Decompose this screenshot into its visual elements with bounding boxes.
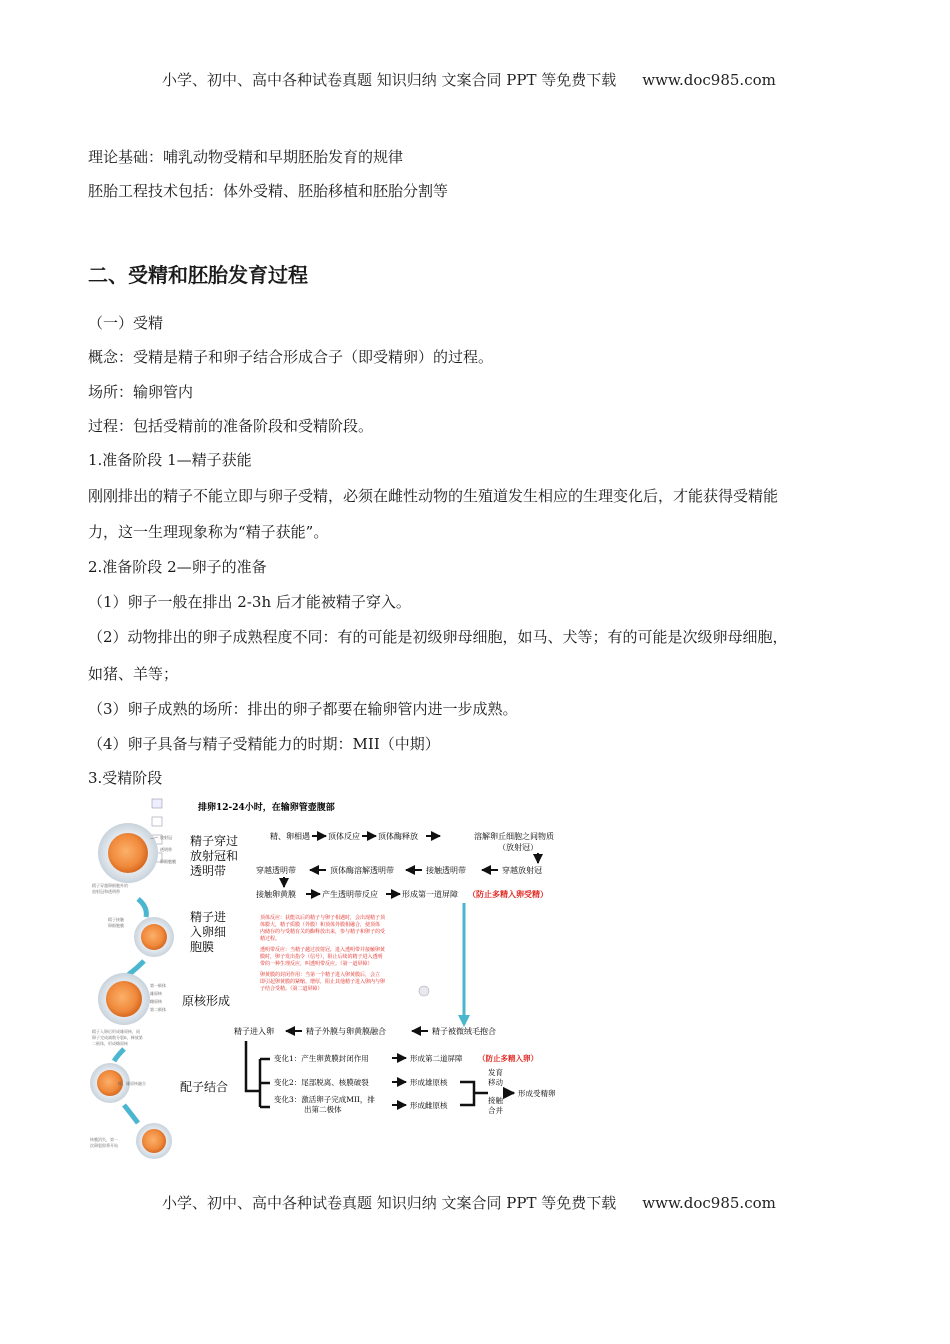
flow-step: 顶体酶释放 (378, 832, 418, 841)
stage-label: 胞膜 (190, 940, 215, 954)
page-footer (162, 1192, 776, 1213)
flow-step: 穿越透明带 (256, 866, 296, 875)
egg-caption: 卵子完成减数分裂Ⅱ，释放第 (92, 1035, 143, 1040)
section-title: 二、受精和胚胎发育过程 (88, 263, 308, 287)
flow-step: 精、卵相遇 (270, 832, 310, 841)
explanation-line: 卵黄膜的封闭作用：当第一个精子进入卵黄膜后，会立 (260, 972, 381, 978)
flow-step: 溶解卵丘细胞之间物质 (474, 832, 554, 841)
change-1: 变化1：产生卵黄膜封闭作用 (274, 1054, 369, 1063)
explanation-line: 体膨大，精子质膜（外膜）和顶体外膜相融合，使顶体 (260, 922, 381, 928)
stage3-title: 3.受精阶段 (88, 769, 163, 787)
header-site[interactable]: www.doc985.com (642, 71, 776, 89)
change-1-result: 形成第二道屏障 (410, 1054, 463, 1063)
flow-note-red: （防止多精入卵受精） (468, 889, 548, 899)
stage-label: 配子结合 (180, 1080, 229, 1094)
flow-row-2 (256, 865, 542, 875)
merge-labels (488, 1067, 556, 1115)
egg-caption: 精子入卵后形成雄原核，同 (92, 1029, 140, 1034)
stage-label: 放射冠和 (190, 849, 239, 863)
item-2-line2: 如猪、羊等； (88, 665, 179, 683)
flow-row-1 (270, 831, 554, 852)
egg-3 (92, 973, 166, 1046)
item-4: （4）卵子具备与精子受精能力的时期：MII（中期） (88, 735, 440, 753)
pen-icon (152, 799, 162, 808)
flow-step: 形成第一道屏障 (402, 890, 458, 899)
explanation-line: 透明带反应：当精子越过放射冠，进入透明带并接触卵黄 (260, 947, 386, 953)
merge-result: 形成受精卵 (518, 1089, 556, 1098)
flow-step: 产生透明带反应 (322, 890, 378, 899)
techniques: 胚胎工程技术包括：体外受精、胚胎移植和胚胎分割等 (88, 182, 449, 200)
egg-caption: 精子接触 (108, 917, 124, 922)
page-header (162, 69, 776, 90)
egg-caption: 雌、雄原核融合 (118, 1081, 146, 1086)
egg-caption: 卵细胞膜 (108, 923, 124, 928)
flow-row-4 (234, 1026, 496, 1036)
footer-site[interactable]: www.doc985.com (642, 1194, 776, 1212)
explanation-line: 内储存的与受精有关的酶释放出来，参与精子和卵子的受 (260, 929, 386, 935)
theory-basis: 理论基础：哺乳动物受精和早期胚胎发育的规律 (88, 148, 404, 166)
teal-arrowhead (458, 1015, 470, 1027)
stage-label: 精子穿过 (190, 834, 239, 848)
change-2: 变化2：尾部脱离、核膜破裂 (274, 1078, 369, 1087)
egg-caption: 核膜消失，第一 (90, 1137, 118, 1142)
flow-step: （放射冠） (498, 843, 538, 852)
footer-text: 小学、初中、高中各种试卷真题 知识归纳 文案合同 PPT 等免费下载 (162, 1194, 617, 1212)
flow-step: 穿越放射冠 (502, 866, 542, 875)
change-bracket (246, 1041, 270, 1107)
flow-step: 接触透明带 (426, 866, 466, 875)
egg-tag: 第一极体 (150, 983, 166, 988)
change-1-note: （防止多精入卵） (478, 1054, 538, 1063)
explanation-box (260, 914, 386, 992)
fertilization-diagram (88, 795, 588, 1165)
egg-tag: 卵细胞膜 (160, 859, 176, 864)
explanation-line: 子结合受精。（第二道屏障） (260, 986, 323, 992)
egg-tag: 透明带 (160, 847, 172, 852)
stage-label: 入卵细 (190, 925, 227, 939)
explanation-line: 顶体反应：获能以后的精子与卵子相遇时，会出现精子顶 (260, 915, 386, 921)
merge-label: 发育 (488, 1068, 503, 1077)
stage-label: 原核形成 (182, 994, 231, 1008)
stage1-para-line2: 力，这一生理现象称为“精子获能”。 (88, 523, 329, 541)
explanation-line: 精过程。 (260, 936, 281, 942)
home-icon (152, 817, 162, 826)
item-1: （1）卵子一般在排出 2-3h 后才能被精子穿入。 (88, 593, 411, 611)
egg-tag: 放射冠 (160, 835, 172, 840)
egg-caption: 精子穿越卵细胞外的 (92, 883, 128, 888)
stage2-title: 2.准备阶段 2—卵子的准备 (88, 558, 267, 576)
flow-arrow (124, 1105, 138, 1123)
egg-tag: 雌原核 (150, 999, 162, 1004)
flow-arrow (114, 1049, 124, 1061)
change-3-cont: 出第二极体 (304, 1105, 342, 1114)
flow-arrow (128, 961, 144, 975)
egg-4 (90, 1063, 146, 1103)
merge-label: 接触 (488, 1096, 503, 1105)
egg-tag: 第二极体 (150, 1007, 166, 1012)
concept-line: 概念：受精是精子和卵子结合形成合子（即受精卵）的过程。 (88, 348, 494, 366)
explanation-line: 带的一种生理反应，叫透明带反应。（第一道屏障） (260, 961, 373, 967)
egg-caption: 放射冠和透明带 (92, 889, 120, 894)
explanation-line: 即引起卵黄膜的紧缩、增厚，阻止其他精子进入卵内与卵 (260, 979, 386, 985)
flow-step: 顶体反应 (328, 832, 360, 841)
egg-caption: 二极体，形成雌原核 (92, 1041, 128, 1046)
egg-caption: 次卵裂即将开始 (90, 1143, 118, 1148)
flow-arrow (138, 899, 146, 917)
stage1-para-line1: 刚刚排出的精子不能立即与卵子受精，必须在雌性动物的生殖道发生相应的生理变化后，才能获得受精能 (88, 487, 779, 505)
stage1-title: 1.准备阶段 1—精子获能 (88, 451, 252, 469)
stage-label: 精子进 (190, 910, 227, 924)
merge-bracket (460, 1082, 514, 1105)
item-3: （3）卵子成熟的场所：排出的卵子都要在输卵管内进一步成熟。 (88, 700, 518, 718)
stage-labels (180, 833, 238, 1094)
flow-step: 顶体酶溶解透明带 (330, 866, 394, 875)
item-2-line1: （2）动物排出的卵子成熟程度不同：有的可能是初级卵母细胞，如马、犬等；有的可能是次级卵母细胞， (88, 628, 788, 646)
flow-step: 精子进入卵 (234, 1027, 274, 1036)
place-line: 场所：输卵管内 (88, 383, 194, 401)
subsection-title: （一）受精 (88, 314, 164, 332)
change-3: 变化3：激活卵子完成MII，排 (274, 1095, 375, 1104)
egg-tag: 雄原核 (150, 991, 162, 996)
egg-2 (108, 916, 174, 957)
flow-step: 精子被微绒毛抱合 (432, 1027, 496, 1036)
decor-circle (419, 986, 429, 996)
stage-label: 透明带 (190, 864, 227, 878)
egg-1 (92, 823, 176, 894)
change-2-result: 形成雄原核 (410, 1078, 448, 1087)
header-text: 小学、初中、高中各种试卷真题 知识归纳 文案合同 PPT 等免费下载 (162, 71, 617, 89)
flow-step: 接触卵黄膜 (256, 890, 296, 899)
explanation-line: 膜时，卵子发出指令（信号），阻止后续的精子进入透明 (260, 954, 383, 960)
flow-step: 精子外膜与卵黄膜融合 (306, 1027, 386, 1036)
merge-label: 移动 (488, 1078, 503, 1087)
process-line: 过程：包括受精前的准备阶段和受精阶段。 (88, 417, 374, 435)
egg-5 (90, 1123, 172, 1159)
fig-top-note: 排卵12-24小时，在输卵管壶腹部 (198, 803, 335, 813)
flow-row-3 (256, 889, 548, 899)
change-3-result: 形成雌原核 (410, 1101, 448, 1110)
merge-label: 合并 (488, 1106, 503, 1115)
